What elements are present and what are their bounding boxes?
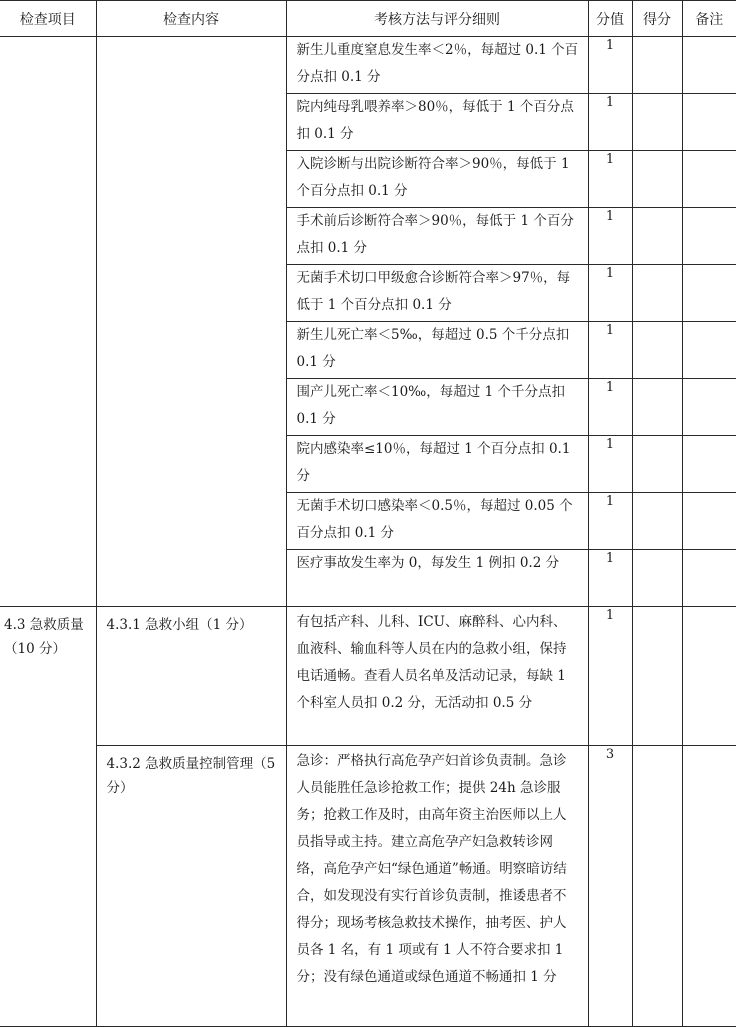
score-cell: 1	[588, 550, 632, 607]
note-cell	[682, 493, 736, 550]
sub1-score-cell: 1	[588, 607, 632, 746]
score-cell: 1	[588, 151, 632, 208]
got-cell	[632, 151, 682, 208]
note-cell	[682, 322, 736, 379]
header-note: 备注	[682, 1, 736, 37]
table-row	[0, 607, 736, 746]
section-item-cell: 4.3 急救质量（10 分）	[0, 607, 96, 1027]
method-cell: 围产儿死亡率＜10‰，每超过 1 个千分点扣 0.1 分	[286, 379, 588, 436]
table-header-row	[0, 1, 736, 37]
header-content: 检查内容	[96, 1, 286, 37]
got-cell	[632, 208, 682, 265]
score-cell: 1	[588, 379, 632, 436]
header-score: 分值	[588, 1, 632, 37]
sub1-content-cell: 4.3.1 急救小组（1 分）	[96, 607, 286, 746]
header-got: 得分	[632, 1, 682, 37]
content-cell-empty	[96, 37, 286, 607]
note-cell	[682, 607, 736, 746]
table-row	[0, 37, 736, 94]
note-cell	[682, 208, 736, 265]
note-cell	[682, 265, 736, 322]
note-cell	[682, 94, 736, 151]
got-cell	[632, 493, 682, 550]
note-cell	[682, 746, 736, 1027]
sub2-score-cell: 3	[588, 746, 632, 1027]
method-cell: 无菌手术切口感染率＜0.5％，每超过 0.05 个百分点扣 0.1 分	[286, 493, 588, 550]
table-row	[0, 746, 736, 1027]
score-cell: 1	[588, 322, 632, 379]
method-cell: 新生儿死亡率＜5‰，每超过 0.5 个千分点扣 0.1 分	[286, 322, 588, 379]
item-cell-empty	[0, 37, 96, 607]
note-cell	[682, 436, 736, 493]
method-cell: 医疗事故发生率为 0，每发生 1 例扣 0.2 分	[286, 550, 588, 607]
got-cell	[632, 94, 682, 151]
score-cell: 1	[588, 37, 632, 94]
header-item: 检查项目	[0, 1, 96, 37]
note-cell	[682, 379, 736, 436]
got-cell	[632, 322, 682, 379]
note-cell	[682, 151, 736, 208]
header-method: 考核方法与评分细则	[286, 1, 588, 37]
method-cell: 院内感染率≤10％，每超过 1 个百分点扣 0.1 分	[286, 436, 588, 493]
method-cell: 新生儿重度窒息发生率＜2％，每超过 0.1 个百分点扣 0.1 分	[286, 37, 588, 94]
got-cell	[632, 436, 682, 493]
got-cell	[632, 265, 682, 322]
score-cell: 1	[588, 436, 632, 493]
score-cell: 1	[588, 493, 632, 550]
got-cell	[632, 379, 682, 436]
note-cell	[682, 37, 736, 94]
method-cell: 入院诊断与出院诊断符合率＞90％，每低于 1 个百分点扣 0.1 分	[286, 151, 588, 208]
sub2-content-cell: 4.3.2 急救质量控制管理（5 分）	[96, 746, 286, 1027]
score-cell: 1	[588, 208, 632, 265]
method-cell: 院内纯母乳喂养率＞80％，每低于 1 个百分点扣 0.1 分	[286, 94, 588, 151]
method-cell: 手术前后诊断符合率＞90％，每低于 1 个百分点扣 0.1 分	[286, 208, 588, 265]
got-cell	[632, 746, 682, 1027]
score-cell: 1	[588, 94, 632, 151]
score-cell: 1	[588, 265, 632, 322]
got-cell	[632, 607, 682, 746]
got-cell	[632, 550, 682, 607]
sub2-method-cell: 急诊：严格执行高危孕产妇首诊负责制。急诊人员能胜任急诊抢救工作；提供 24h 急诊服务；抢救工作及时，由高年资主治医师以上人员指导或主持。建立高危孕产妇急救转诊网络，高危孕产妇“绿色通道”畅通。明察暗访结合，如发现没有实行首诊负责制，推诿患者不得分；现场考核急救技术操作，抽考医、护人员各 1 名，有 1 项或有 1 人不符合要求扣 1 分；没有绿色通道或绿色通道不畅通扣 1 分	[286, 746, 588, 1027]
note-cell	[682, 550, 736, 607]
got-cell	[632, 37, 682, 94]
sub1-method-cell: 有包括产科、儿科、ICU、麻醉科、心内科、血液科、输血科等人员在内的急救小组，保持电话通畅。查看人员名单及活动记录，每缺 1 个科室人员扣 0.2 分，无活动扣 0.5 分	[286, 607, 588, 746]
method-cell: 无菌手术切口甲级愈合诊断符合率＞97％，每低于 1 个百分点扣 0.1 分	[286, 265, 588, 322]
